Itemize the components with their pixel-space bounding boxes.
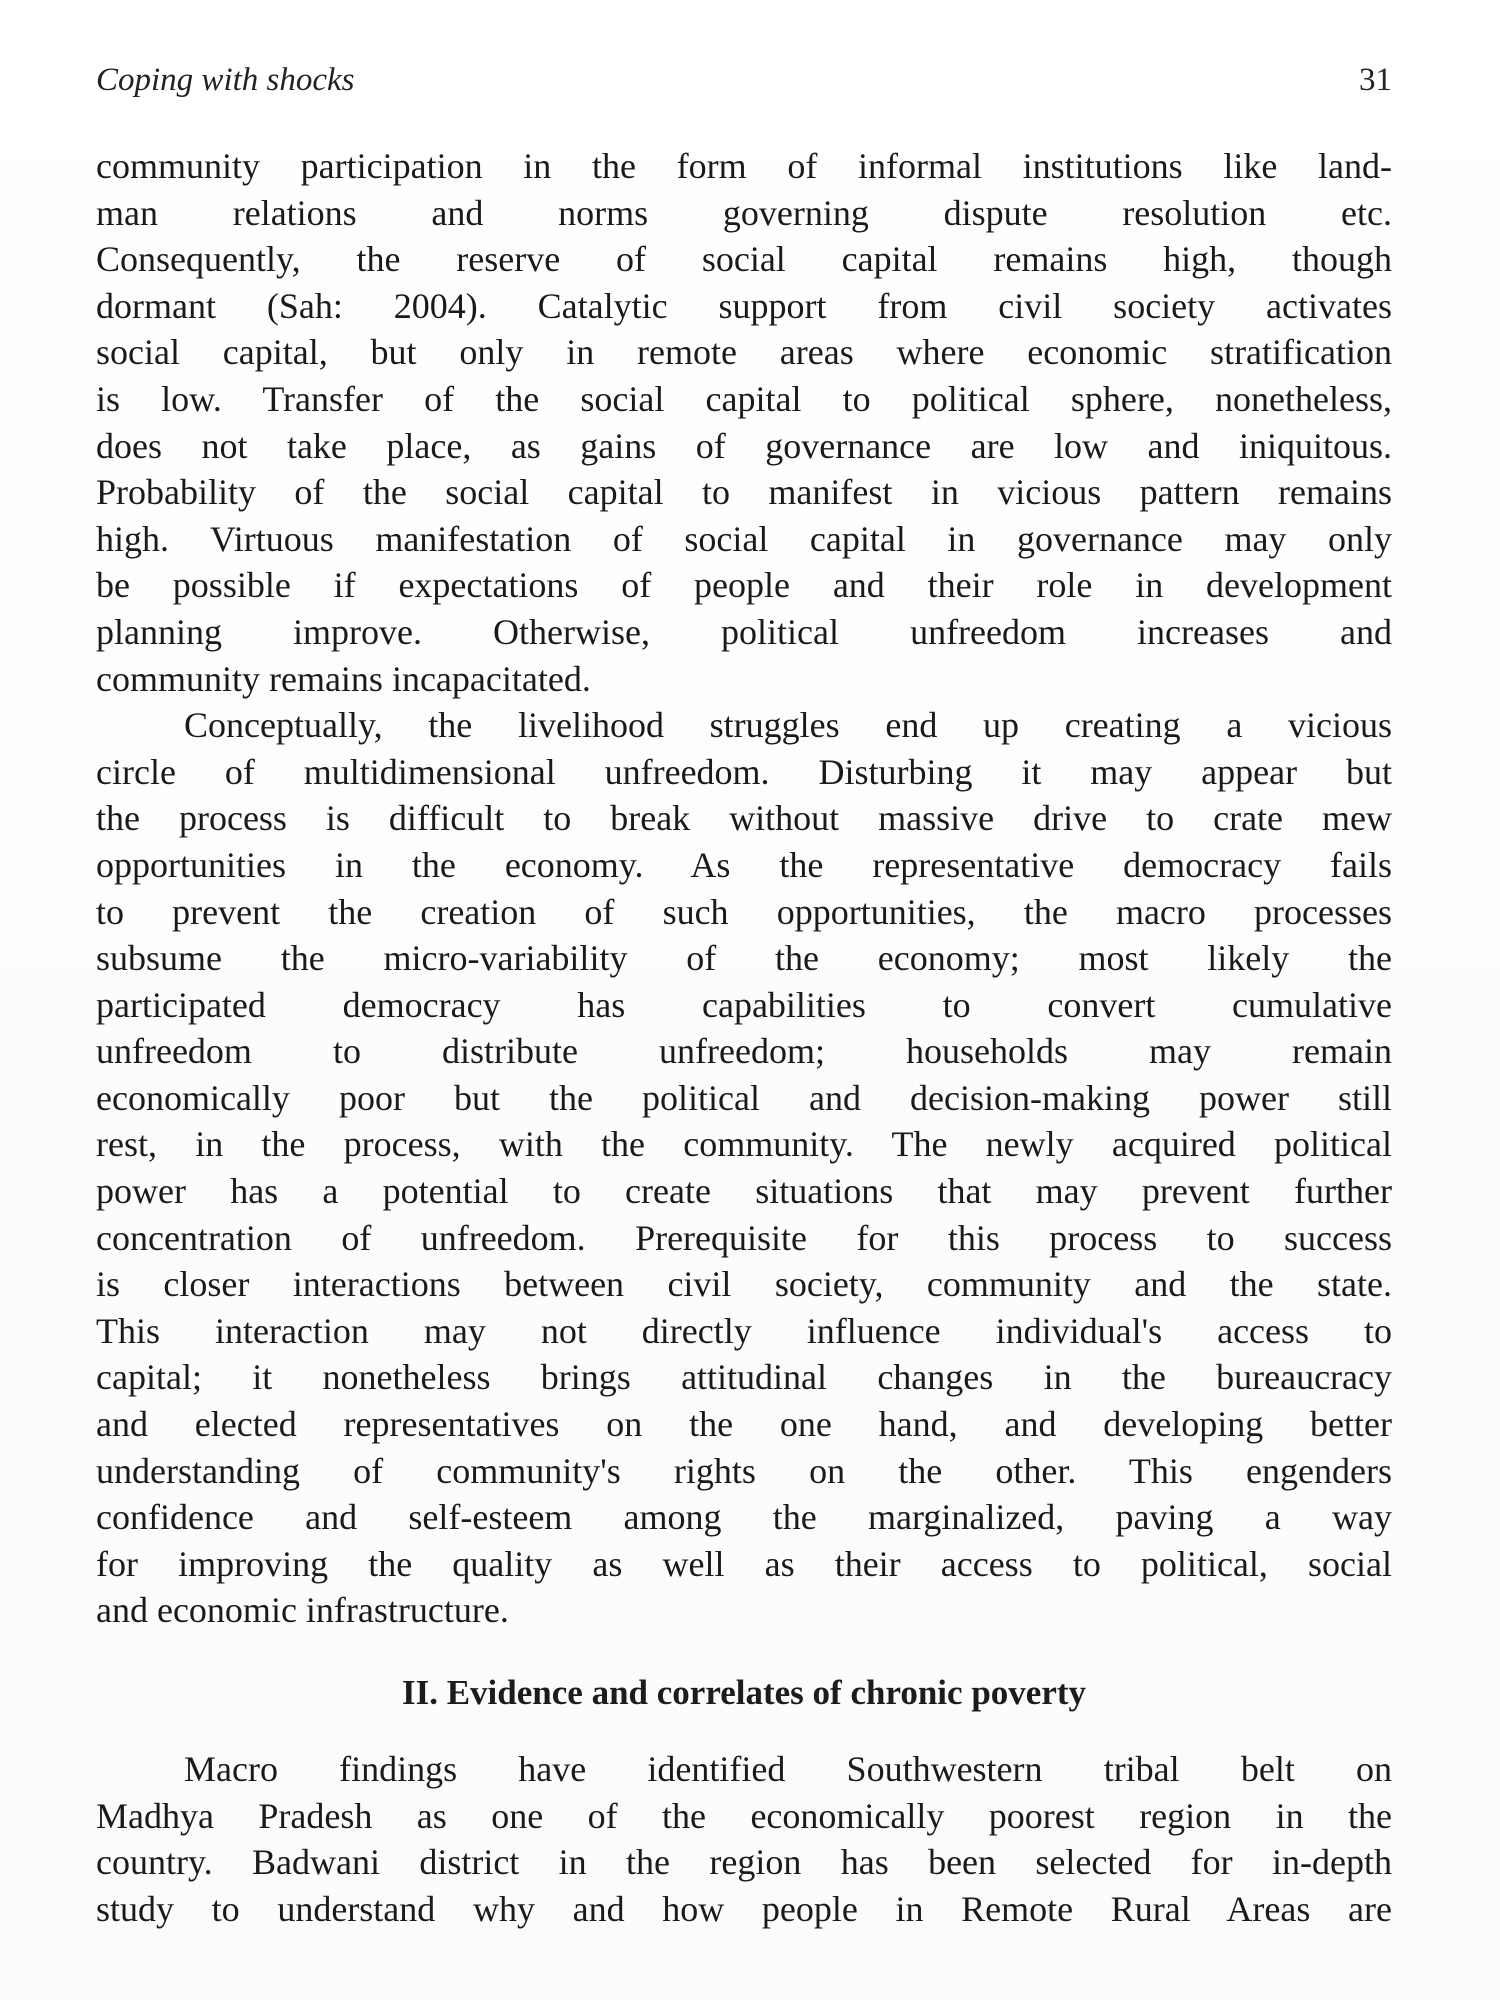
running-title: Coping with shocks bbox=[96, 62, 355, 98]
text-line: Madhya Pradesh as one of the economically poorest region in the bbox=[96, 1795, 1392, 1836]
text-line: country. Badwani district in the region has been selected for in-depth bbox=[96, 1842, 1392, 1883]
text-line: for improving the quality as well as their access to political, social bbox=[96, 1543, 1392, 1584]
text-line: Probability of the social capital to manifest in vicious pattern remains bbox=[96, 472, 1392, 513]
text-line: capital; it nonetheless brings attitudinal changes in the bureaucracy bbox=[96, 1357, 1392, 1398]
text-line: planning improve. Otherwise, political unfreedom increases and bbox=[96, 611, 1392, 652]
body-text bbox=[96, 143, 1392, 1932]
text-line: rest, in the process, with the community. The newly acquired political bbox=[96, 1124, 1392, 1165]
page-number: 31 bbox=[1359, 62, 1392, 98]
text-line: is closer interactions between civil society, community and the state. bbox=[96, 1264, 1392, 1305]
text-line: unfreedom to distribute unfreedom; households may remain bbox=[96, 1031, 1392, 1072]
paragraph-macro-findings bbox=[96, 1746, 1392, 1932]
text-line: to prevent the creation of such opportunities, the macro processes bbox=[96, 891, 1392, 932]
text-line: man relations and norms governing dispute resolution etc. bbox=[96, 192, 1392, 233]
text-line: and elected representatives on the one hand, and developing better bbox=[96, 1404, 1392, 1445]
text-line: dormant (Sah: 2004). Catalytic support from civil society activates bbox=[96, 285, 1392, 326]
text-line: opportunities in the economy. As the representative democracy fails bbox=[96, 844, 1392, 885]
text-line: study to understand why and how people in Remote Rural Areas are bbox=[96, 1888, 1392, 1929]
text-line: circle of multidimensional unfreedom. Disturbing it may appear but bbox=[96, 751, 1392, 792]
text-line: does not take place, as gains of governance are low and iniquitous. bbox=[96, 425, 1392, 466]
text-line: Conceptually, the livelihood struggles end up creating a vicious bbox=[184, 705, 1392, 746]
text-line: economically poor but the political and decision-making power still bbox=[96, 1077, 1392, 1118]
text-line: and economic infrastructure. bbox=[96, 1590, 509, 1631]
text-line: power has a potential to create situations that may prevent further bbox=[96, 1171, 1392, 1212]
text-line: community remains incapacitated. bbox=[96, 658, 591, 699]
running-head bbox=[96, 62, 1392, 110]
text-line: subsume the micro-variability of the economy; most likely the bbox=[96, 938, 1392, 979]
section-heading: II. Evidence and correlates of chronic poverty bbox=[401, 1673, 1087, 1712]
text-line: This interaction may not directly influence individual's access to bbox=[96, 1310, 1392, 1351]
text-line: participated democracy has capabilities to convert cumulative bbox=[96, 984, 1392, 1025]
text-line: is low. Transfer of the social capital to political sphere, nonetheless, bbox=[96, 378, 1392, 419]
text-line: Macro findings have identified Southwestern tribal belt on bbox=[184, 1749, 1392, 1789]
text-line: Consequently, the reserve of social capital remains high, though bbox=[96, 239, 1392, 280]
paragraph-social-capital bbox=[96, 143, 1392, 702]
text-line: the process is difficult to break without massive drive to crate mew bbox=[96, 798, 1392, 839]
text-line: social capital, but only in remote areas where economic stratification bbox=[96, 332, 1392, 373]
text-line: be possible if expectations of people and their role in development bbox=[96, 565, 1392, 606]
text-line: concentration of unfreedom. Prerequisite for this process to success bbox=[96, 1217, 1392, 1258]
text-line: high. Virtuous manifestation of social capital in governance may only bbox=[96, 518, 1392, 559]
paragraph-unfreedom bbox=[96, 702, 1392, 1634]
text-line: understanding of community's rights on the other. This engenders bbox=[96, 1450, 1392, 1491]
text-line: community participation in the form of informal institutions like land- bbox=[96, 146, 1392, 186]
text-line: confidence and self-esteem among the marginalized, paving a way bbox=[96, 1497, 1392, 1538]
